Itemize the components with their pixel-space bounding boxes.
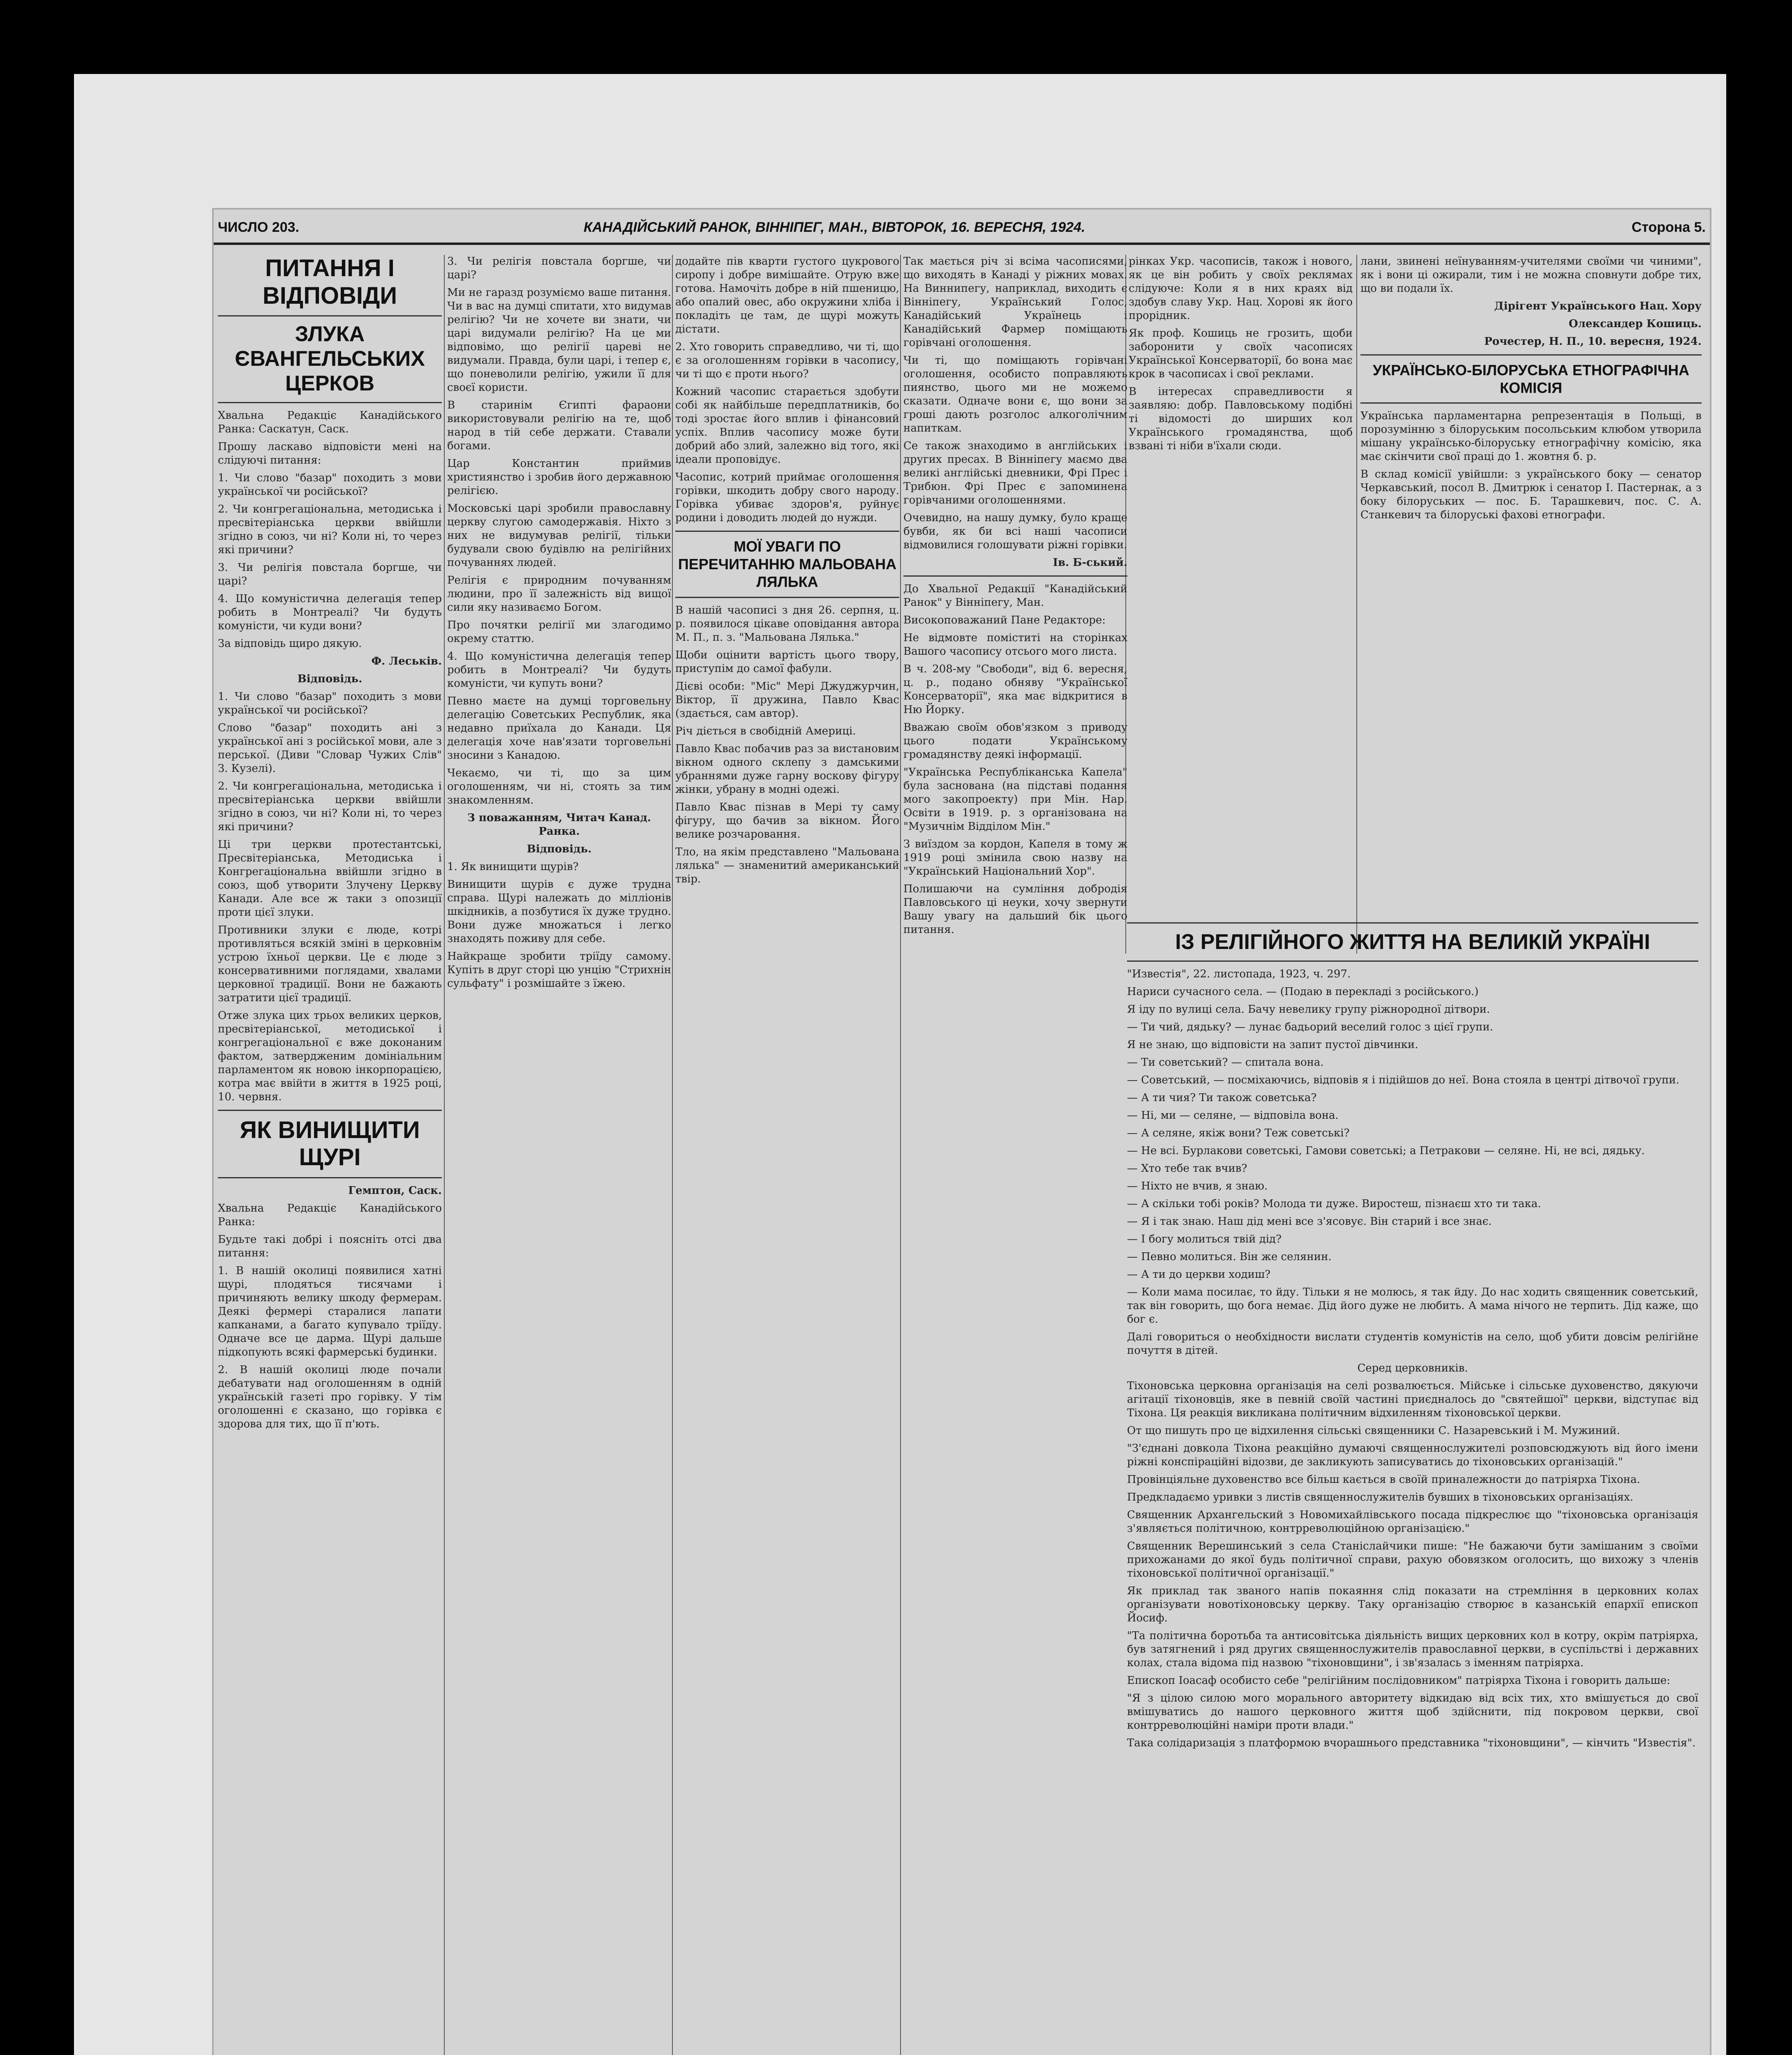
paragraph: Слово "базар" походить ані з української ані з російської мови, але з перської. (Диви "Словар Чужих Слів" З. Кузелі). [218,721,442,775]
paragraph: Далі говориться о необхідности вислати студентів комуністів на село, щоб убити довсім релігійне почуття в дітей. [1127,1331,1698,1357]
paragraph: Чекаємо, чи ті, що за цим оголошенням, чи ні, стоять за тим знакомленням. [447,767,671,806]
paragraph: За відповідь щиро дякую. [218,637,362,650]
section-heading: ПИТАННЯ І ВІДПОВІДИ [262,255,397,309]
paragraph: Московські царі зробили православну церкву слугою самодержавія. Ніхто з них не видумував релігії, тільки будували свою будівлю на релігійних почуваннях людей. [447,502,671,569]
paragraph: — Ні, ми — селяне, — відповіла вона. [1127,1109,1339,1122]
column-6 [1360,255,1702,949]
paragraph: Павло Квас пізнав в Мері ту саму фігуру, що бачив за вікном. Його велике розчаровання. [675,801,899,840]
paragraph: Тло, на якім представлено "Мальована лялька" — знаменитий американський твір. [675,845,899,885]
paragraph: Не відмовте поміститі на сторінках Вашого часопису отсього мого листа. [903,632,1127,658]
divider [218,1110,442,1111]
paragraph: Очевидно, на нашу думку, було краще бувби, як би всі наші часописи відмовилися голошувати ріжні горівки. [903,512,1127,551]
dateline: Гемптон, Саск. [348,1185,442,1197]
paragraph: 1. В нашій околиці появилися хатні щурі, плодяться тисячами і причиняють велику шкоду фермерам. Деякі фермері старалися лапати капканами, а багато купувало тріїду. Одначе все це дарма. Щурі дальше підкопують всякі фармерські будинки. [218,1265,442,1359]
paragraph: — Коли мама посилає, то йду. Тільки я не молюсь, я так йду. До нас ходить священник советський, так він говорить, що бога немає. Дід його дуже не любить. А мама нічого не терпить. Дід каже, що бог є. [1127,1286,1698,1326]
paragraph: В нашій часописі з дня 26. серпня, ц. р. появилося цікаве оповідання автора М. П., п. з. "Мальована Лялька." [675,604,899,644]
paragraph: — Советський, — посміхаючись, відповів я і підійшов до неї. Вона стояла в центрі дітвочої групи. [1127,1074,1679,1087]
paragraph: Ми не гаразд розуміємо ваше питання. Чи в вас на думці спитати, хто видумав релігію? Чи не хочете ви знати, чи царі видумали релігію? На це ми відповімо, що релігії цареві не видумали. Правда, були царі, і тепер є, що поневолили релігію, ужили її для своєї користи. [447,286,671,394]
paragraph: От що пишуть про це відхилення сільські священники С. Назаревський і М. Мужиний. [1127,1425,1620,1437]
column-rule [900,255,901,2055]
paragraph: 1. Чи слово "базар" походить з мови української чи російської? [218,690,442,716]
letter-address: Хвальна Редакціє Канадійського Ранка: [218,1202,442,1228]
paragraph: Нариси сучасного села. — (Подаю в перекладі з російського.) [1127,986,1479,998]
paragraph: Річ діється в свобідній Америці. [675,725,856,737]
subheading: Серед церковників. [1357,1362,1468,1375]
paragraph: 2. Чи конгрегаціональна, методиська і пресвітеріанська церкви ввійшли згідно в союз, чи ні? Коли ні, то через які причини? [218,780,442,833]
paragraph: В ч. 208-му "Свободи", від 6. вересня, ц. р., подано обняву "Української Консерваторії", яка має відкритися в Ню Йорку. [903,663,1127,716]
paragraph: Винищити щурів є дуже трудна справа. Щурі належать до мілліонів шкідників, а позбутися їх дуже трудно. Вони дуже множаться і легко знаходять поживу для себе. [447,878,671,945]
page-number: Сторона 5. [1631,219,1706,235]
paragraph: Священник Архангельский з Новомихайлівського посада підкреслює що "тіхоновська організація з'являється політичною, контрреволюційною організацією." [1127,1509,1698,1535]
article-heading: УКРАЇНСЬКО-БІЛОРУСЬКА ЕТНОГРАФІЧНА КОМІСІЯ [1372,362,1690,397]
column-rule [672,255,673,2055]
paragraph: Будьте такі добрі і поясніть отсі два питання: [218,1233,442,1260]
paragraph: 2. Хто говорить справедливо, чи ті, що є за оголошенням горівки в часопису, чи ті що є проти нього? [675,341,899,380]
paragraph: Предкладаємо уривки з листів священнослужителів бувших в тіхоновських організаціях. [1127,1491,1633,1504]
paragraph: Часопис, котрий приймає оголошення горівки, шкодить добру свого народу. Горівка убиває здоров'я, руйнує родини і доводить людей до нужди. [675,471,899,524]
newspaper-title: КАНАДІЙСЬКИЙ РАНОК, ВІННІПЕГ, МАН., ВІВТОРОК, 16. ВЕРЕСНЯ, 1924. [584,219,1085,235]
paragraph: Щоби оцінити вартість цього твору, приступім до самої фабули. [675,649,899,675]
paragraph: 4. Що комуністична делегація тепер робить в Монтреалі? Чи будуть комуністи, чи куди вони? [218,592,442,632]
paragraph: Провінціяльне духовенство все більш кається в своїй приналежности до патріярха Тіхона. [1127,1473,1640,1486]
paragraph: — Хто тебе так вчив? [1127,1162,1247,1175]
paragraph: Вважаю своїм обов'язком з приводу цього подати Українському громадянству деякі інформації. [903,721,1127,761]
paragraph: 2. В нашій околиці люде почали дебатувати над оголошенням в одній українській газеті про горівку. У тім оголошенні є сказано, що горівка є здорова для тих, що її п'ють. [218,1364,442,1431]
paragraph: Релігія є природним почуванням людини, про її залежність від вищої сили яку називаємо Богом. [447,574,671,614]
paragraph: "Я з цілою силою мого морального авторитету відкидаю від всіх тих, хто вмішується до свої вмішуватись до нашого церковного життя щоб здійснити, під покровом церкви, свої контрреволюційні наміри проти влади." [1127,1692,1698,1732]
paragraph: "Українська Республіканська Капела" була заснована (на підставі подання мого закопроекту) при Мін. Нар. Освіти в 1919. р. з організована на "Музичнім Відділом Мін." [903,766,1127,833]
paragraph: В інтересах справедливости я заявляю: добр. Павловському подібні ті відомості до ширших кол Українського громадянства, щоб взвані ті ніби в'їхали сюди. [1129,386,1353,452]
signature: Ф. Леськів. [371,655,442,667]
paragraph: Так мається річ зі всіма часописями, що виходять в Канаді у ріжних мовах. На Виннипегу, наприклад, виходить є Вінніпегу, Український Голос, Канадійський Українець і Канадійський Фармер поміщають горівчані оголошення. [903,255,1127,349]
paragraph: — Ти советський? — спитала вона. [1127,1056,1324,1069]
paragraph: В склад комісії увійшли: з українського боку — сенатор Черкавський, посол В. Дмитрюк і сенатор І. Пастернак, а з боку білоруських — пос. Б. Тарашкевич, пос. С. А. Станкевич та білоруські фахові етнографи. [1360,468,1702,522]
source-line: "Известія", 22. листопада, 1923, ч. 297. [1127,968,1351,981]
paragraph: Українська парламентарна репрезентація в Польщі, в порозумінню з білоруським посольським клюбом утворила мішану українсько-білоруську етнографічну комісію, яка має скінчити свої праці до 1. жовтня б. р. [1360,410,1702,463]
column-rule [444,255,445,2055]
paragraph: 2. Чи конгрегаціональна, методиська і пресвітеріанська церкви ввійшли згідно в союз, чи ні? Коли ні, то через які причини? [218,503,442,556]
paragraph: Як приклад так званого напів покаяння слід показати на стремління в церковних колах організувати новотіхоновську церкву. Таку організацію створює в казанській епархії епископ Йосиф. [1127,1585,1698,1625]
paragraph: Противники злуки є люде, котрі противляться всякій зміні в церковнім устрою їхньої церкви. Це є люде з консервативними поглядами, хвалами церковної традиції. Вони не бажають затратити цієї традиції. [218,924,442,1004]
divider [1360,354,1702,356]
dateline: Рочестер, Н. П., 10. вересня, 1924. [1484,335,1702,348]
divider [675,531,899,532]
paragraph: Чи ті, що поміщають горівчані оголошення, особисто поправляють пиянство, цього ми не можемо сказати. Одначе вони є, що вони за гроші дають розголос алкоголічним напиткам. [903,354,1127,434]
paragraph: 1. Чи слово "базар" походить з мови української чи російської? [218,471,442,498]
paragraph: — Ти чий, дядьку? — лунає бадьорий веселий голос з цієї групи. [1127,1021,1493,1034]
paragraph: додайте пів кварти густого цукрового сиропу і добре вимішайте. Отрую вже готова. Намочіть добре в ній пшеницю, або опалий овес, або окружини хліба і покладіть це там, де щурі можуть дістати. [675,255,899,335]
paragraph: Певно маєте на думці торговельну делегацію Советських Республик, яка недавно приїхала до Канади. Ця делегація хоче нав'язати торговельні зносини з Канадою. [447,695,671,762]
paragraph: Прошу ласкаво відповісти мені на слідуючі питання: [218,440,442,466]
newspaper-page [214,210,1710,2055]
paragraph: Високоповажаний Пане Редакторе: [903,614,1106,626]
signature: Олександер Кошиць. [1568,318,1702,330]
paragraph: — Певно молиться. Він же селянин. [1127,1251,1332,1263]
paragraph: Кожний часопис старається здобути собі як найбільше передплатників, бо тоді зростає його вплив і фінансовий успіх. Вплив часопису може бути добрий або злий, залежно від того, які ідеали проповідує. [675,386,899,466]
paragraph: Найкраще зробити тріїду самому. Купіть в друг сторі цю унцію "Стрихнін сульфату" і розмішайте з їжею. [447,950,671,990]
paragraph: В старинім Єгипті фараони використовували релігію на те, щоб народ в тій себе держати. Ставали богами. [447,399,671,452]
divider [1127,922,1698,924]
paragraph: Як проф. Кошиць не грозить, щоби заборонити у своїх часописях Української Консерваторії, бо вона має крок в часописах і свої реклами. [1129,327,1353,380]
paragraph: Цар Константин приймив християнство і зробив його державною релігією. [447,457,671,497]
paragraph: Ці три церкви протестантські, Пресвітеріанська, Методиська і Конгрегаціональна ввійшли згідно в союз, щоб утворити Злучену Церкву Канади. Але все ж таки з опозиції проти цієї злуки. [218,838,442,919]
paragraph: — І богу молиться твій дід? [1127,1233,1282,1246]
paragraph: — А скільки тобі років? Молода ти дуже. Виростеш, пізнаєш хто ти така. [1127,1198,1541,1210]
paragraph: "З'єднані довкола Тіхона реакційно думаючі священнослужителі розповсюджують від його імени ріжні конспіраційні відозви, де закликують записуватись до тіхоновських організацій." [1127,1442,1698,1469]
column-5 [1129,255,1353,949]
letter-address: Хвальна Редакціє Канадійського Ранка: Саскатун, Саск. [218,409,442,435]
paragraph: 3. Чи релігія повстала боргше, чи царі? [447,255,671,281]
divider [1127,961,1698,962]
divider [218,402,442,403]
paragraph: — Ніхто не вчив, я знаю. [1127,1180,1268,1193]
paragraph: — Я і так знаю. Наш дід мені все з'ясовує. Він старий і все знає. [1127,1215,1492,1228]
paragraph: Павло Квас побачив раз за вистановим вікном одного склепу з дамськими убраннями дуже гарну воскову фігуру жінки, убрану в модні одежі. [675,742,899,796]
paragraph: рінках Укр. часописів, також і нового, як це він робить у своїх реклямах слідуюче: Коли я в них краях від здобув славу Укр. Нац. Хорові як його прорідник. [1129,255,1353,322]
divider [903,575,1127,577]
paragraph: З виїздом за кордон, Капеля в тому ж 1919 році змінила свою назву на "Український Національний Хор". [903,838,1127,877]
divider [675,597,899,598]
column-1 [218,255,442,2055]
answer-heading: Відповідь. [527,843,592,855]
article-heading: МОЇ УВАГИ ПО ПЕРЕЧИТАННЮ МАЛЬОВАНА ЛЯЛЬКА [678,538,897,591]
signature-title: Дірігент Українського Нац. Хору [1494,300,1702,312]
paragraph: "Та політична боротьба та антисовітська діяльність вищих церковних кол в котру, окрім патріярха, був затягнений і ряд других священнослужителів православної церкви, в суспільстві і державних колах, стала відома під назвою "тіхоновщини", і зв'язалась з іменням патріярха. [1127,1630,1698,1669]
masthead [214,218,1710,245]
article-heading: ІЗ РЕЛІГІЙНОГО ЖИТТЯ НА ВЕЛИКІЙ УКРАЇНІ [1175,930,1650,954]
paragraph: — Не всі. Бурлакови советські, Гамови советські; а Петракови — селяне. Ні, не всі, дядьку. [1127,1145,1645,1157]
paragraph: 4. Що комуністична делегація тепер робить в Монтреалі? Чи будуть комуністи, чи купуть вони? [447,650,671,690]
answer-heading: Відповідь. [297,672,363,685]
signature: З поважанням, Читач Канад. Ранка. [467,812,651,838]
paragraph: Священник Верешинський з села Станіслайчики пише: "Не бажаючи бути замішаним з своїми прихожанами до якої будь політичної справи, рахую обовязком оголосить, що вихожу з членів тіхоновської політичної організації." [1127,1540,1698,1580]
religious-life-article [1127,917,1698,2055]
column-4 [903,255,1127,2055]
paragraph: лани, звинені неїнуванням-учителями своїми чи чиними", як і вони ці ожирали, тим і не можна сповнути добре тих, що ви подали їх. [1360,255,1702,295]
scan-frame [74,74,1726,2055]
paragraph: Полишаючи на сумління добродія Павловського ці неуки, хочу звернути Вашу увагу на дальший бік цього питання. [903,883,1127,936]
paragraph: — А селяне, якіж вони? Теж советські? [1127,1127,1350,1140]
issue-number: ЧИСЛО 203. [218,219,299,235]
paragraph: Така солідаризація з платформою вчорашнього представника "тіхоновщини", — кінчить "Известія". [1127,1737,1696,1750]
column-rule [1356,255,1357,954]
paragraph: — А ти до церкви ходиш? [1127,1268,1271,1281]
paragraph: Я не знаю, що відповісти на запит пустої дівчинки. [1127,1039,1418,1051]
column-3 [675,255,899,2055]
paragraph: Я іду по вулиці села. Бачу невелику групу ріжнородної дітвори. [1127,1003,1490,1016]
letter-address: До Хвальної Редакції "Канадійський Ранок" у Вінніпегу, Ман. [903,583,1127,609]
paragraph: Отже злука цих трьох великих церков, пресвітеріанської, методиської і конгрегаціональної є вже доконаним фактом, затвердженим домініальним парламентом як новою інкорпорацією, котра має ввійти в життя в 1925 році, 10. червня. [218,1009,442,1103]
article-heading: ЯК ВИНИЩИТИ ЩУРІ [240,1116,420,1171]
column-2 [447,255,671,2055]
divider [1360,402,1702,404]
signature: Ів. Б-ський. [1053,556,1127,569]
divider [218,1177,442,1178]
paragraph: Дієві особи: "Міс" Мері Джуджурчин, Віктор, її дружина, Павло Квас (здається, сам автор). [675,680,899,720]
paragraph: Се також знаходимо в англійських і других пресах. В Вінніпегу маємо два великі англійські дневники, Фрі Прес і Трибюн. Фрі Прес є запоминена горівчаними оголошеннями. [903,440,1127,506]
paragraph: Епископ Іоасаф особисто себе "релігійним послідовником" патріярха Тіхона і говорить дальше: [1127,1674,1670,1687]
paragraph: 3. Чи релігія повстала боргше, чи царі? [218,561,442,587]
paragraph: 1. Як винищити щурів? [447,861,579,873]
paragraph: — А ти чия? Ти також советська? [1127,1092,1317,1104]
paragraph: Тіхоновська церковна організація на селі розвалюється. Мійське і сільське духовенство, дякуючи агітації тіхоновців, яке в певній своїй частині приєдналось до "святейшої" церкви, відступає від Тіхона. Ця реакція викликана політичним відхиленням тіхоновської церкви. [1127,1380,1698,1420]
divider [218,315,442,316]
paragraph: Про почятки релігії ми злагодимо окрему статтю. [447,619,671,645]
article-heading: ЗЛУКА ЄВАНГЕЛЬСЬКИХ ЦЕРКОВ [235,322,425,395]
